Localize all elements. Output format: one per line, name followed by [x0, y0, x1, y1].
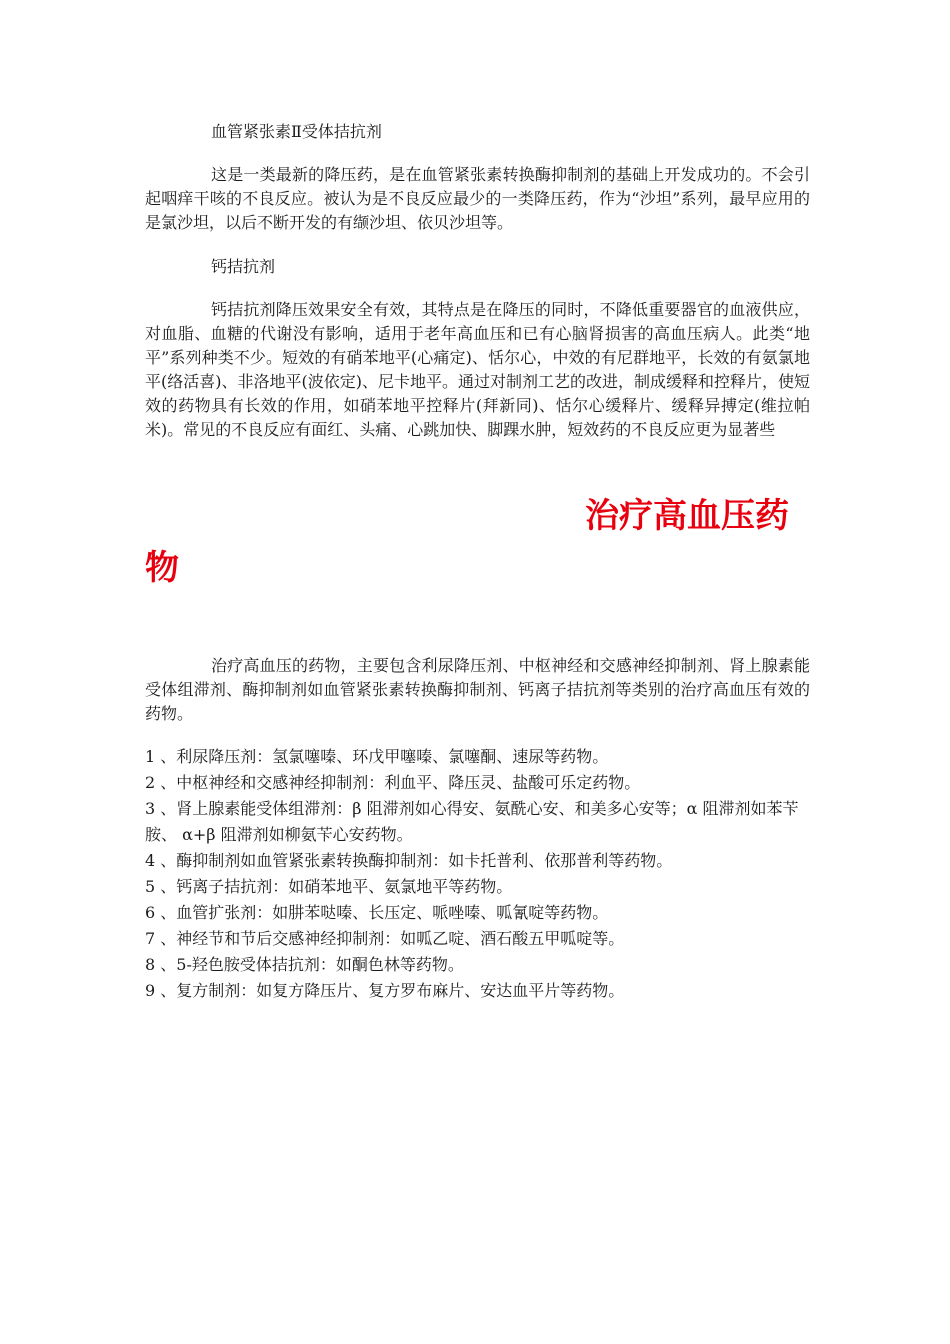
title-spacer	[145, 594, 810, 654]
section-paragraph-arb: 这是一类最新的降压药，是在血管紧张素转换酶抑制剂的基础上开发成功的。不会引起咽痒干咳的不良反应。被认为是不良反应最少的一类降压药，作为“沙坦”系列，最早应用的是氯沙坦，以后不断开发的有缬沙坦、依贝沙坦等。	[145, 165, 810, 232]
drug-list	[145, 744, 810, 1004]
section-heading-ccb: 钙拮抗剂	[211, 257, 276, 276]
list-item: 9 、复方制剂：如复方降压片、复方罗布麻片、安达血平片等药物。	[145, 981, 625, 1000]
list-item: 2 、中枢神经和交感神经抑制剂：利血平、降压灵、盐酸可乐定药物。	[145, 773, 641, 792]
section-heading-arb: 血管紧张素Ⅱ受体拮抗剂	[211, 122, 382, 141]
list-item: 1 、利尿降压剂：氢氯噻嗪、环戊甲噻嗪、氯噻酮、速尿等药物。	[145, 747, 609, 766]
document-title: 治疗高血压药物	[145, 496, 789, 588]
intro-paragraph: 治疗高血压的药物，主要包含利尿降压剂、中枢神经和交感神经抑制剂、肾上腺素能受体组滞剂、酶抑制剂如血管紧张素转换酶抑制剂、钙离子拮抗剂等类别的治疗高血压有效的药物。	[145, 656, 810, 723]
list-item: 8 、5-羟色胺受体拮抗剂：如酮色林等药物。	[145, 955, 464, 974]
section-paragraph-ccb: 钙拮抗剂降压效果安全有效，其特点是在降压的同时，不降低重要器官的血液供应，对血脂、血糖的代谢没有影响，适用于老年高血压和已有心脑肾损害的高血压病人。此类“地平”系列种类不少。短效的有硝苯地平(心痛定)、恬尔心，中效的有尼群地平，长效的有氨氯地平(络活喜)、非洛地平(波依定)、尼卡地平。通过对制剂工艺的改进，制成缓释和控释片，使短效的药物具有长效的作用，如硝苯地平控释片(拜新同)、恬尔心缓释片、缓释异搏定(维拉帕米)。常见的不良反应有面红、头痛、心跳加快、脚踝水肿，短效药的不良反应更为显著些	[145, 300, 810, 439]
list-item: 4 、酶抑制剂如血管紧张素转换酶抑制剂：如卡托普利、依那普利等药物。	[145, 851, 673, 870]
document-content	[145, 118, 810, 1004]
list-item: 5 、钙离子拮抗剂：如硝苯地平、氨氯地平等药物。	[145, 877, 513, 896]
list-item: 6 、血管扩张剂：如肼苯哒嗪、长压定、哌唑嗪、呱氰啶等药物。	[145, 903, 609, 922]
list-item: 7 、神经节和节后交感神经抑制剂：如呱乙啶、酒石酸五甲呱啶等。	[145, 929, 625, 948]
list-item: 3 、肾上腺素能受体组滞剂：β 阻滞剂如心得安、氨酰心安、和美多心安等；α 阻滞剂如苯苄胺、 α+β 阻滞剂如柳氨苄心安药物。	[145, 799, 799, 844]
